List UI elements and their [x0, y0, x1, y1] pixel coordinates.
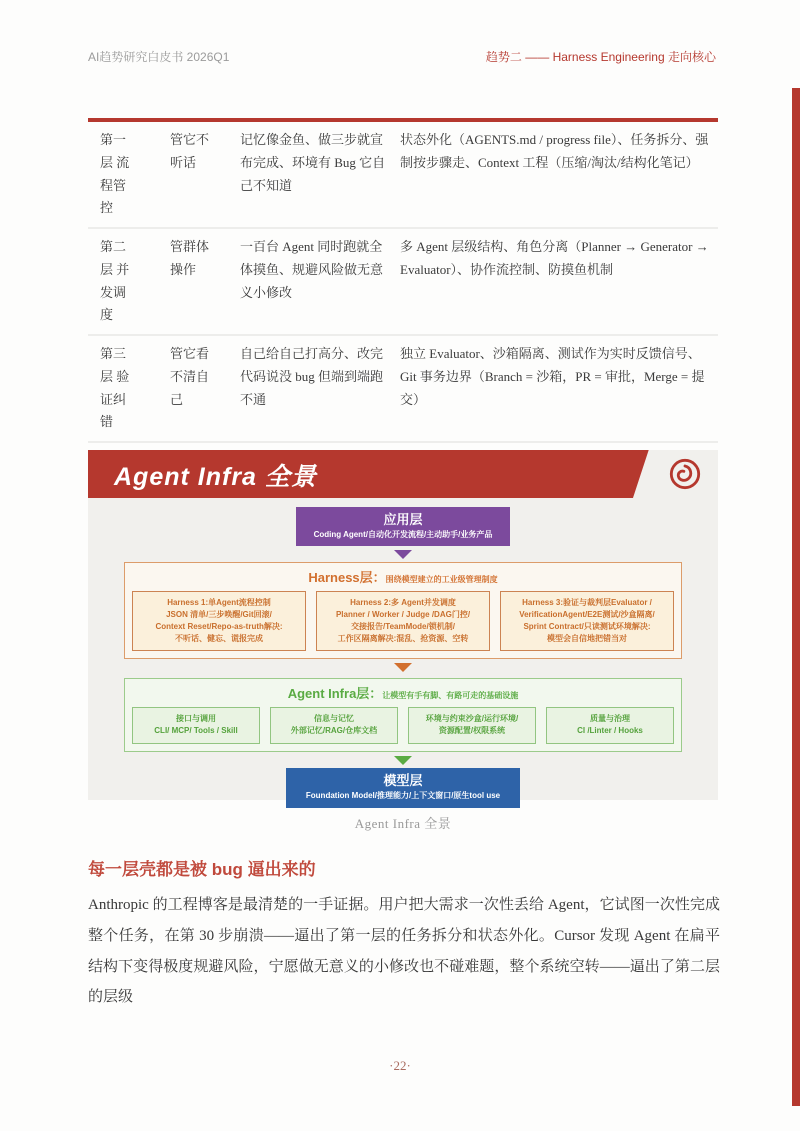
page-header — [88, 48, 716, 65]
table-cell-solution: 多 Agent 层级结构、角色分离（Planner → Generator → Evaluator）、协作流控制、防摸鱼机制 — [400, 239, 709, 277]
table-row — [88, 336, 718, 443]
application-layer-title: 应用层 — [383, 512, 423, 527]
infra-box-line: CLI/ MCP/ Tools / Skill — [154, 726, 238, 736]
harness-sub-boxes — [132, 591, 674, 651]
table-cell-solution: 独立 Evaluator、沙箱隔离、测试作为实时反馈信号、Git 事务边界（Branch = 沙箱，PR = 审批，Merge = 提交） — [400, 346, 705, 407]
infra-layer-title-main: Agent Infra层： — [287, 686, 383, 702]
table-cell-problem: 记忆像金鱼、做三步就宣布完成、环境有 Bug 它自己不知道 — [240, 132, 386, 193]
harness-layer-title-sub: 围绕模型建立的工业级管理制度 — [385, 575, 498, 585]
harness-box-line: 模型会自信地把错当对 — [547, 634, 627, 644]
agent-infra-diagram — [88, 450, 718, 800]
harness-box-line: 工作区隔离解决:混乱、抢资源、空转 — [337, 634, 469, 644]
agent-infra-layer-box — [124, 678, 682, 752]
diagram-title: Agent Infra 全景 — [114, 463, 317, 491]
infra-box-line: 资源配置/权限系统 — [438, 726, 506, 736]
harness-box-line: Harness 2:多 Agent并发调度 — [350, 598, 456, 608]
harness-box-line: Sprint Contract/只读测试环境解决: — [523, 622, 651, 632]
table-cell-problem: 自己给自己打高分、改完代码说没 bug 但端到端跑不通 — [240, 346, 384, 407]
table-cell-layer: 第一层 流程管控 — [100, 132, 130, 216]
infra-box-line: 环境与约束沙盒/运行环境/ — [425, 714, 519, 724]
table-cell-solution: 状态外化（AGENTS.md / progress file）、任务拆分、强制按步骤走、Context 工程（压缩/淘汰/结构化笔记） — [400, 132, 709, 170]
infra-layer-title — [132, 683, 674, 703]
body-paragraph: Anthropic 的工程博客是最清楚的一手证据。用户把大需求一次性丢给 Agent，它试图一次性完成整个任务，在第 30 步崩溃——逼出了第一层的任务拆分和状态外化。Cursor 发现 Agent 在扁平结构下变得极度规避风险，宁愿做无意义的小修改也不碰难题，整个系统空转——逼出了第二层的层级 — [88, 897, 720, 1006]
harness-box-line: 不听话、健忘、谎报完成 — [175, 634, 263, 644]
model-layer-box — [286, 768, 520, 808]
page-right-accent-bar — [792, 88, 800, 1106]
infra-box-environment — [408, 707, 536, 744]
header-right-title: 趋势二 —— Harness Engineering 走向核心 — [485, 50, 716, 64]
harness-layer-box — [124, 562, 682, 659]
arrow-down-orange-icon — [394, 663, 412, 672]
spiral-seal-logo-icon — [668, 457, 702, 491]
header-left-title: AI趋势研究白皮书 2026Q1 — [88, 50, 230, 64]
infra-box-interfaces — [132, 707, 260, 744]
harness-layer-title-main: Harness层： — [308, 570, 386, 586]
infra-sub-boxes — [132, 707, 674, 744]
arrow-down-green-icon — [394, 756, 412, 765]
table-row — [88, 229, 718, 336]
application-layer-box — [296, 507, 510, 546]
figure-caption: Agent Infra 全景 — [354, 816, 452, 831]
harness-box-1 — [132, 591, 306, 651]
harness-layer-title — [132, 567, 674, 587]
application-layer-subtitle: Coding Agent/自动化开发流程/主动助手/业务产品 — [313, 529, 493, 539]
harness-box-line: JSON 清单/三步唤醒/Git回滚/ — [166, 610, 272, 620]
arrow-down-purple-icon — [394, 550, 412, 559]
infra-box-memory — [270, 707, 398, 744]
section-heading: 每一层壳都是被 bug 逼出来的 — [88, 860, 316, 879]
table-cell-scope: 管群体操作 — [170, 239, 210, 277]
harness-box-line: Context Reset/Repo-as-truth解决: — [155, 622, 283, 632]
infra-box-line: CI /Linter / Hooks — [577, 726, 643, 736]
harness-box-3 — [500, 591, 674, 651]
harness-box-2 — [316, 591, 490, 651]
infra-box-line: 质量与治理 — [590, 714, 630, 724]
infra-box-line: 外部记忆/RAG/仓库文档 — [290, 726, 378, 736]
table-cell-problem: 一百台 Agent 同时跑就全体摸鱼、规避风险做无意义小修改 — [240, 239, 384, 300]
harness-box-line: Harness 3:验证与裁判层Evaluator / — [522, 598, 652, 608]
model-layer-title: 模型层 — [383, 772, 423, 788]
table-cell-layer: 第三层 验证纠错 — [100, 346, 130, 430]
infra-box-line: 信息与记忆 — [314, 714, 354, 724]
layers-table — [88, 118, 718, 443]
harness-box-line: Harness 1:单Agent流程控制 — [167, 598, 271, 608]
page-number: ·22· — [389, 1058, 411, 1073]
infra-box-quality — [546, 707, 674, 744]
table-cell-layer: 第二层 并发调度 — [100, 239, 130, 323]
model-layer-subtitle: Foundation Model/推理能力/上下文窗口/原生tool use — [305, 790, 501, 800]
harness-box-line: 交接报告/TeamMode/锁机制/ — [351, 622, 455, 632]
harness-box-line: Planner / Worker / Judge /DAG门控/ — [335, 610, 471, 620]
diagram-banner — [88, 450, 718, 498]
infra-layer-title-sub: 让模型有手有脚、有路可走的基础设施 — [382, 691, 519, 701]
table-cell-scope: 管它看不清自己 — [170, 346, 210, 407]
table-cell-scope: 管它不听话 — [170, 132, 210, 170]
harness-box-line: VerificationAgent/E2E测试/沙盒隔离/ — [519, 610, 655, 620]
infra-box-line: 接口与调用 — [176, 714, 216, 724]
table-row — [88, 122, 718, 229]
